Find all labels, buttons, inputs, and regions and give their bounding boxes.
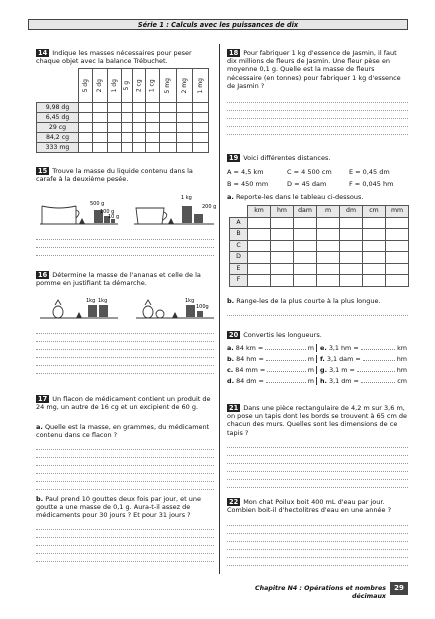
answer-lines[interactable] (227, 518, 408, 566)
exercise-15-statement: 15 Trouve la masse du liquide contenu dans la carafe à la deuxième pesée. (36, 167, 193, 184)
conversion-row: a. 84 km = m e. 3,1 hm = km (227, 344, 407, 352)
column-header: dam (294, 206, 317, 218)
column-header: 5 g (122, 69, 133, 103)
weight-icon (99, 305, 108, 317)
svg-text:1kg: 1kg (98, 298, 108, 304)
column-header: 1 mg (193, 69, 209, 103)
conversion-list (227, 341, 409, 385)
conversion-row: b. 84 hm = m f. 3,1 dam = hm (227, 355, 407, 363)
answer-lines[interactable] (36, 522, 214, 562)
exercise-number: 17 (38, 395, 48, 403)
exercise-19-question-b: b. Range-les de la plus courte à la plus longue. (227, 297, 381, 305)
exercise-number: 19 (229, 154, 239, 162)
exercise-number: 21 (229, 404, 239, 412)
pineapple-icon (53, 306, 63, 318)
column-header: 1 cg (146, 69, 160, 103)
column-header: 1 dg (107, 69, 121, 103)
exercise-19-question-a: a. Reporte-les dans le tableau ci-dessous. (227, 193, 364, 201)
column-header: hm (271, 206, 294, 218)
weight-icon (182, 206, 192, 223)
mass-table (36, 68, 209, 153)
carafe-icon (42, 206, 76, 224)
exercise-17-statement: 17 Un flacon de médicament contient un produit de 24 mg, un autre de 16 cg et un excipient de 60 g. (36, 395, 211, 412)
table-row: 84,2 cg (37, 133, 209, 143)
exercise-18-statement: 18 Pour fabriquer 1 kg d'essence de Jasmin, il faut dix millions de fleurs de Jasmin. Une fleur pèse en moyenne 0,1 g. Quelle est la masse de fleurs nécessaire (en tonnes) pour fabriquer 1 kg d'essence de Jasmin ? (227, 49, 401, 90)
exercise-17-question-a: a. Quelle est la masse, en grammes, du médicament contenu dans ce flacon ? (36, 423, 210, 440)
exercise-number: 22 (229, 498, 239, 506)
pineapple-icon (143, 306, 153, 318)
chapter-footer: Chapitre N4 : Opérations et nombres décimaux (254, 585, 386, 600)
exercise-21-statement: 21 Dans une pièce rectangulaire de 4,2 m sur 3,6 m, on pose un tapis dont les bords se trouvent à 65 cm de chacun des murs. Quelles sont les dimensions de ce tapis ? (227, 404, 407, 437)
balance-illustration-carafe (36, 188, 216, 228)
column-header: 5 dg (79, 69, 93, 103)
table-row: F (230, 275, 409, 287)
svg-text:10 g: 10 g (108, 214, 120, 220)
weight-icon (197, 311, 203, 317)
svg-text:1 kg: 1 kg (181, 195, 192, 201)
answer-lines[interactable] (36, 442, 214, 490)
svg-text:100 g: 100 g (100, 209, 115, 215)
table-row: B (230, 229, 409, 241)
exercise-number: 18 (229, 49, 239, 57)
table-row: 333 mg (37, 143, 209, 153)
series-header: Série 1 : Calculs avec les puissances de dix (28, 19, 408, 30)
column-header: km (248, 206, 271, 218)
exercise-number: 16 (38, 271, 48, 279)
answer-blank[interactable] (361, 344, 395, 350)
table-row: E (230, 263, 409, 275)
exercise-number: 14 (38, 49, 48, 57)
answer-lines[interactable] (227, 95, 408, 135)
weight-icon (186, 305, 195, 317)
apple-icon (156, 310, 164, 318)
page-number: 29 (390, 582, 408, 595)
column-header: cm (363, 206, 386, 218)
exercise-number: 15 (38, 167, 48, 175)
column-divider (219, 44, 220, 574)
answer-lines[interactable] (227, 440, 408, 488)
answer-blank[interactable] (357, 366, 395, 372)
column-header: m (317, 206, 340, 218)
column-header: 5 mg (160, 69, 176, 103)
table-row: C (230, 240, 409, 252)
table-row: 9,98 dg (37, 103, 209, 113)
exercise-22-statement: 22 Mon chat Poilux boit 400 mL d'eau par jour. Combien boit-il d'hectolitres d'eau en une année ? (227, 498, 392, 515)
exercise-17-question-b: b. Paul prend 10 gouttes deux fois par jour, et une goutte a une masse de 0,1 g. Aura-t-il assez de médicaments pour 30 jours ? Et pour 31 jours ? (36, 495, 201, 520)
svg-text:200 g: 200 g (202, 204, 216, 210)
distance-table (229, 205, 409, 287)
balance-illustration-fruits (36, 290, 216, 322)
answer-blank[interactable] (361, 377, 395, 383)
conversion-row: c. 84 mm = m g. 3,1 m = hm (227, 366, 407, 374)
answer-blank[interactable] (363, 355, 395, 361)
distance-list: A = 4,5 km C = 4 500 cm E = 0,45 dm B = 450 mm D = 45 dam F = 0,045 hm (227, 168, 394, 189)
table-row: A (230, 217, 409, 229)
column-header: 2 dg (93, 69, 107, 103)
svg-text:500 g: 500 g (90, 201, 105, 207)
answer-blank[interactable] (267, 366, 306, 372)
exercise-20-statement: 20 Convertis les longueurs. (229, 331, 322, 339)
answer-lines[interactable] (36, 326, 214, 374)
answer-lines[interactable] (227, 308, 408, 316)
exercise-14-statement: 14 Indique les masses nécessaires pour peser chaque objet avec la balance Trébuchet. (36, 49, 192, 66)
table-row: 6,45 dg (37, 113, 209, 123)
weight-icon (88, 305, 97, 317)
table-row: 29 cg (37, 123, 209, 133)
exercise-number: 20 (229, 331, 239, 339)
answer-blank[interactable] (265, 344, 305, 350)
column-header: 2 cg (132, 69, 146, 103)
column-header: dm (340, 206, 363, 218)
svg-text:1kg: 1kg (86, 298, 96, 304)
svg-text:100g: 100g (196, 304, 209, 310)
table-row: D (230, 252, 409, 264)
weight-icon (194, 214, 203, 223)
carafe-icon (136, 208, 164, 224)
answer-lines[interactable] (36, 232, 214, 256)
exercise-16-statement: 16 Détermine la masse de l'ananas et celle de la pomme en justifiant ta démarche. (36, 271, 201, 288)
conversion-row: d. 84 dm = m h. 3,1 dm = cm (227, 377, 407, 385)
answer-blank[interactable] (266, 355, 306, 361)
exercise-19-statement: 19 Voici différentes distances. (229, 154, 331, 162)
answer-blank[interactable] (266, 377, 306, 383)
column-header: mm (386, 206, 409, 218)
column-header: 2 mg (176, 69, 192, 103)
svg-text:1kg: 1kg (185, 298, 195, 304)
